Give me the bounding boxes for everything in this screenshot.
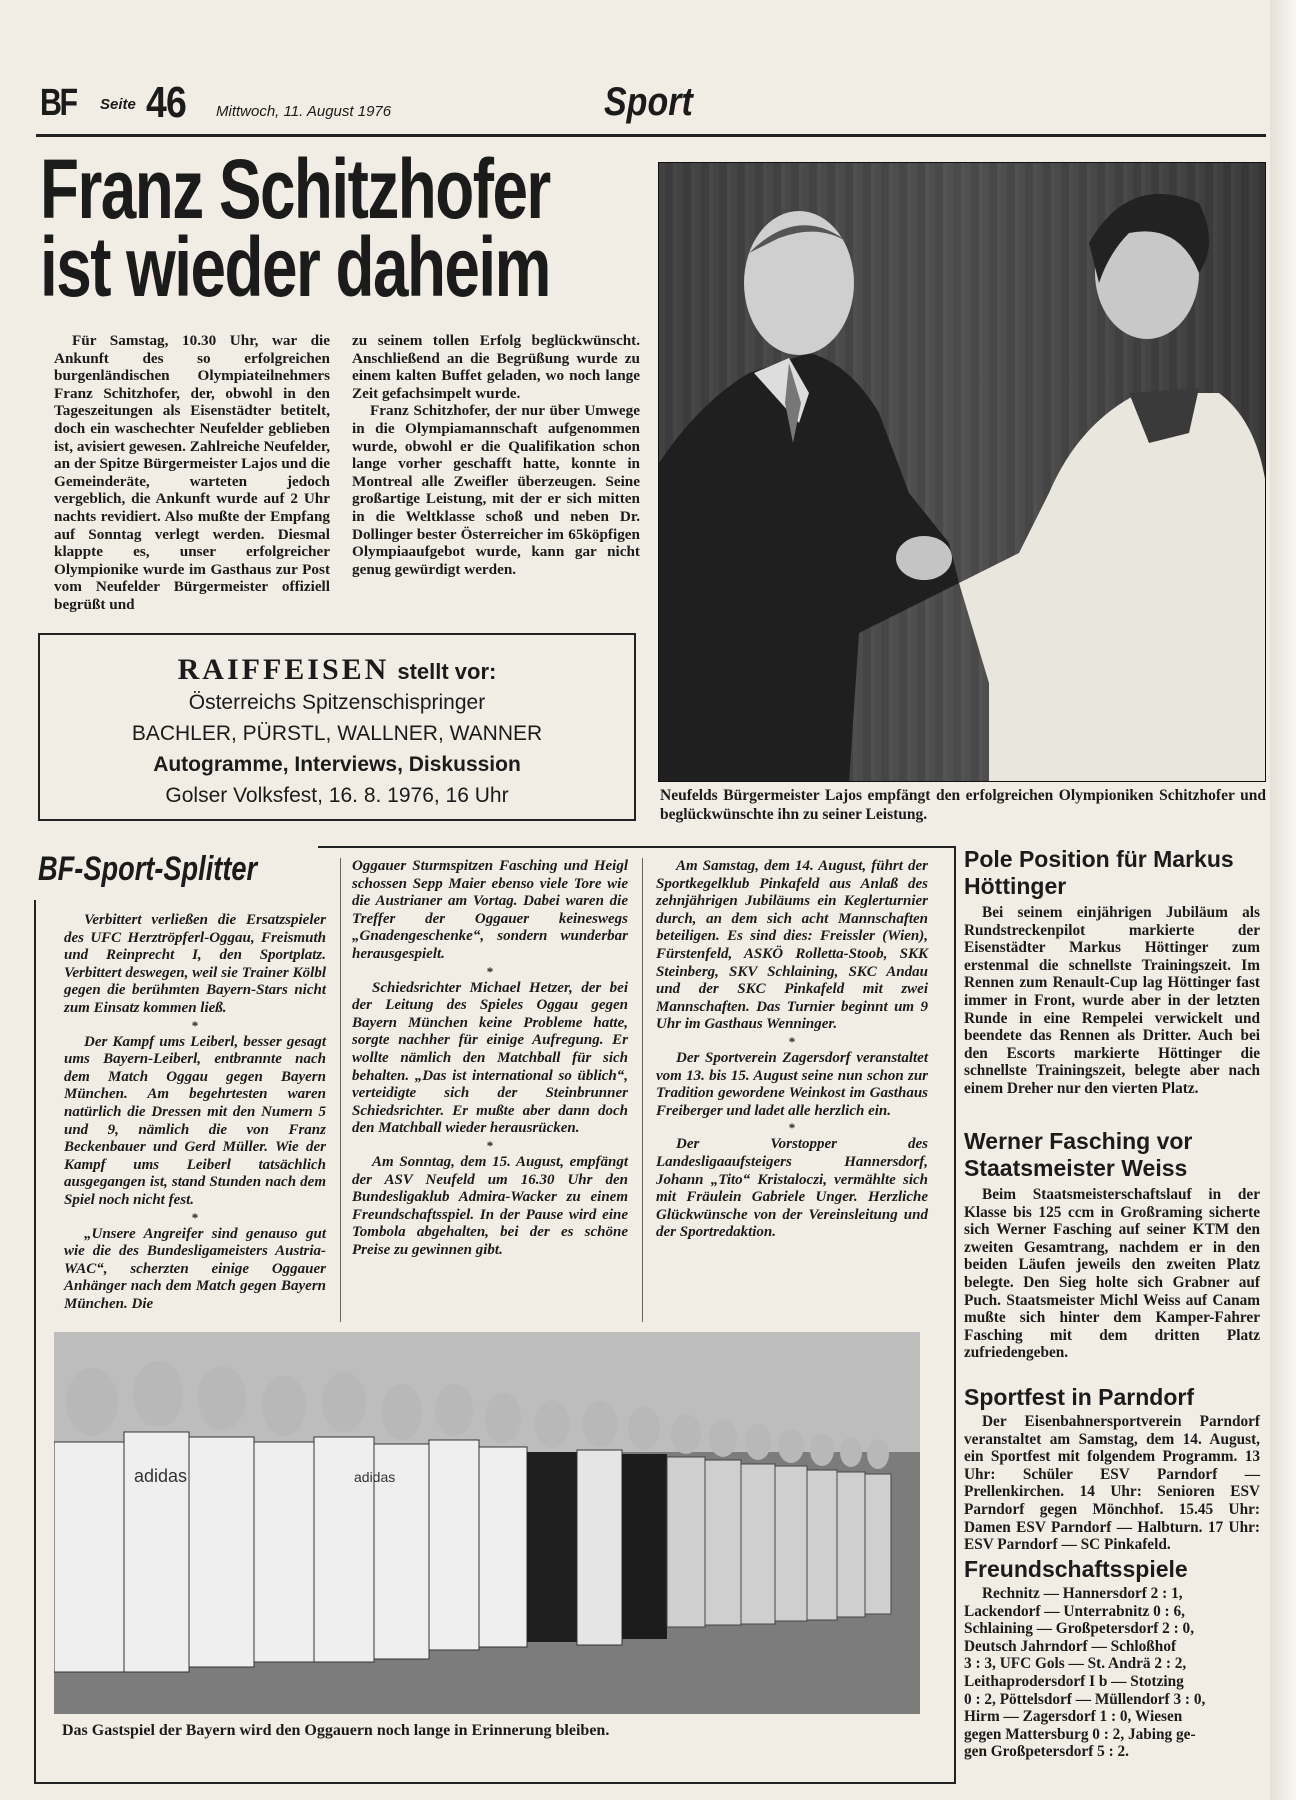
handshake-photo-caption: Neufelds Bürgermeister Lajos empfängt den erfolgreichen Olympioniken Schitzhofer und beglückwünschte ihn zu seiner Leistung. [660, 787, 1266, 823]
splitter-item: Der Sportverein Zagersdorf veranstaltet vom 13. bis 15. August seine nun schon zur Tradition gewordene Weinkost im Gasthaus Freiberger und ladet alle herzlich ein. [656, 1049, 928, 1119]
masthead-logo: BF [40, 82, 76, 124]
raiffeisen-ad [38, 633, 636, 821]
lead-headline [40, 142, 550, 314]
splitter-box-left-rule [34, 900, 36, 1784]
result-row: Leithaprodersdorf I b — Stotzing [964, 1672, 1184, 1690]
headline-line-2: ist wieder daheim [40, 220, 550, 314]
result-row: gen Großpetersdorf 5 : 2. [964, 1743, 1129, 1761]
separator-star: * [788, 1033, 796, 1049]
separator-star: * [191, 1017, 199, 1033]
jersey-text: adidas [354, 1469, 396, 1485]
handshake-photo-drawing [659, 163, 1266, 782]
page-edge [1270, 0, 1296, 1800]
result-row: 0 : 2, Pöttelsdorf — Müllendorf 3 : 0, [964, 1690, 1206, 1708]
masthead-rule [36, 134, 1266, 137]
jersey-text: adidas [134, 1466, 188, 1486]
article-text: Bei seinem einjährigen Jubiläum als Rundstreckenpilot markierte der Eisenstädter Markus Höttinger zum erstenmal die schnellste Trainingszeit. Im Rennen zum Renault-Cup lag Höttinger fast immer in Front, wurde aber in der letzten Runde in eine Rempelei verwickelt und beendete das Rennen als Dritter. Auch bei den Escorts markierte Höttinger die schnellste Trainingszeit, belegte aber nach einem Dreher nur den vierten Platz. [964, 904, 1260, 1097]
separator-star: * [486, 1137, 494, 1153]
splitter-item: Oggauer Sturmspitzen Fasching und Heigl schossen Sepp Maier ebenso viele Tore wie die Austrianer am Vortag. Dabei waren die Treffer der Oggauer keineswegs „Gnadengeschenke“, sondern wunderbar herausgespielt. [352, 858, 628, 962]
article-heading: Pole Position für Markus Höttinger [964, 846, 1234, 899]
separator-star: * [486, 963, 494, 979]
ad-stellt-vor: stellt vor: [397, 659, 497, 684]
splitter-item: Der Vorstopper des Landesligaaufsteigers Hannersdorf, Johann „Tito“ Kristaloczi, vermählte sich mit Fräulein Gabriele Unger. Herzliche Glückwünsche von der Vereinsleitung und der Sportredaktion. [656, 1136, 928, 1241]
article-heading: Werner Fasching vor Staatsmeister Weiss [964, 1128, 1193, 1181]
article-text: Der Eisenbahnersportverein Parndorf veranstaltet am Samstag, dem 14. August, ein Sportfest mit folgendem Programm. 13 Uhr: Schüler ESV Parndorf — Prellenkirchen. 14 Uhr: Senioren ESV Parndorf gegen Mönchhof. 15.45 Uhr: Damen ESV Parndorf — Halbturn. 17 Uhr: ESV Parndorf — SC Pinkafeld. [964, 1413, 1260, 1554]
article-fasching [964, 1128, 1260, 1362]
headline-line-1: Franz Schitzhofer [40, 142, 550, 236]
splitter-column-1 [64, 912, 326, 1313]
article-parndorf [964, 1384, 1260, 1554]
ad-line-2: Österreichs Spitzenschispringer [188, 691, 486, 714]
splitter-title: BF-Sport-Splitter [38, 850, 258, 888]
results-list [964, 1585, 1260, 1761]
ad-line-5: Golser Volksfest, 16. 8. 1976, 16 Uhr [165, 784, 509, 807]
article-hoettinger [964, 846, 1260, 1098]
result-row: gegen Mattersburg 0 : 2, Jabing ge- [964, 1725, 1196, 1743]
splitter-item: Der Kampf ums Leiberl, besser gesagt ums Bayern-Leiberl, entbrannte nach dem Match Oggau gegen Bayern München. Am begehrtesten waren natürlich die Dressen mit den Numern 5 und 9, nämlich die von Franz Beckenbauer und Gerd Müller. Wie der Kampf ums Leiberl tatsächlich ausgegangen ist, stand Stunden nach dem Spiel noch nicht fest. [64, 1033, 326, 1208]
separator-star: * [788, 1120, 796, 1136]
article-text: Beim Staatsmeisterschaftslauf in der Klasse bis 125 ccm in Großraming sicherte sich Werner Fasching auf seiner KTM den zweiten Gesamtrang, nachdem er in den beiden Läufen jeweils den zweiten Platz belegte. Den Sieg holte sich Grabner auf Puch. Staatsmeister Michl Weiss auf Canam mußte sich hinter dem Kamper-Fahrer Fasching mit dem dritten Platz zufriedengeben. [964, 1186, 1260, 1362]
result-row: Lackendorf — Unterrabnitz 0 : 6, [964, 1602, 1185, 1620]
lead-paragraph: Für Samstag, 10.30 Uhr, war die Ankunft des so erfolgreichen burgenländischen Olympiateilnehmers Franz Schitzhofer, der, obwohl in den Tageszeitungen als Eisenstädter betitelt, doch ein waschechter Neufelder geblieben ist, avisiert gewesen. Zahlreiche Neufelder, an der Spitze Bürgermeister Lajos und die Gemeinderäte, warteten jedoch vergeblich, die Ankunft wurde auf 2 Uhr nachts revidiert. Also mußte der Empfang auf Sonntag verlegt werden. Diesmal klappte es, unser erfolgreicher Olympionike wurde im Gasthaus zur Post vom Neufelder Bürgermeister offiziell begrüßt und [54, 332, 330, 613]
result-row: Schlaining — Großpetersdorf 2 : 0, [964, 1620, 1195, 1638]
splitter-item: Am Sonntag, dem 15. August, empfängt der ASV Neufeld um 16.30 Uhr den Bundesligaklub Admira-Wacker zu einem Freundschaftsspiel. In der Pause wird eine Tombola abgehalten, bei der es schöne Preise zu gewinnen gibt. [352, 1153, 628, 1258]
team-lineup-photo [54, 1332, 920, 1714]
splitter-column-2 [352, 858, 628, 1259]
splitter-item: „Unsere Angreifer sind genauso gut wie die des Bundesligameisters Austria-WAC“, scherzten einige Oggauer Anhänger nach dem Match gegen Bayern München. Die [64, 1225, 326, 1312]
masthead-page-number: 46 [146, 78, 186, 127]
splitter-column-rule [340, 858, 341, 1322]
result-row: Rechnitz — Hannersdorf 2 : 1, [982, 1585, 1183, 1602]
splitter-item: Am Samstag, dem 14. August, führt der Sportkegelklub Pinkafeld aus Anlaß des zehnjährigen Jubiläums ein Keglerturnier durch, an dem sich acht Mannschaften beteiligen. Es sind dies: Freissler (Wien), Fürstenfeld, ASKÖ Rolletta-Stoob, SKK Steinberg, SKV Schlaining, SKC Andau und der SKC Pinkafeld mit zwei Mannschaften. Das Turnier beginnt um 9 Uhr im Gasthaus Wenninger. [656, 858, 928, 1033]
splitter-item: Verbittert verließen die Ersatzspieler des UFC Herztröpferl-Oggau, Freismuth und Reinprecht I, den Sportplatz. Verbittert deswegen, weil sie Trainer Kölbl gegen die berühmten Bayern-Stars nicht zum Einsatz kommen ließ. [64, 912, 326, 1016]
ad-brand: RAIFFEISEN [177, 653, 390, 686]
article-heading: Freundschaftsspiele [964, 1556, 1188, 1582]
masthead-section: Sport [604, 80, 693, 124]
team-photo-caption: Das Gastspiel der Bayern wird den Oggauern noch lange in Erinnerung bleiben. [62, 1722, 610, 1739]
ad-line-3: BACHLER, PÜRSTL, WALLNER, WANNER [131, 722, 543, 745]
handshake-photo [658, 162, 1266, 782]
lead-column-1 [54, 332, 330, 614]
article-heading: Sportfest in Parndorf [964, 1384, 1195, 1410]
splitter-column-rule [642, 858, 643, 1322]
lead-paragraph: Franz Schitzhofer, der nur über Umwege in die Olympiamannschaft aufgenommen wurde, obwohl er die Qualifikation schon lange vorher geschafft hatte, konnte in Montreal alle Zweifler überzeugen. Seine großartige Leistung, mit der er sich mitten in die Weltklasse schoß und neben Dr. Dollinger bester Österreicher im 65köpfigen Olympiaaufgebot wurde, kann gar nicht genug gewürdigt werden. [352, 402, 640, 578]
splitter-item: Schiedsrichter Michael Hetzer, der bei der Leitung des Spieles Oggau gegen Bayern München keine Probleme hatte, sorgte nachher für einige Aufregung. Er wollte nämlich den Matchball für sich behalten. „Das ist international so üblich“, verteidigte sich der Steinbrunner Schiedsrichter. Er mußte aber dann doch den Matchball wieder herausrücken. [352, 979, 628, 1137]
lead-paragraph: zu seinem tollen Erfolg beglückwünscht. Anschließend an die Begrüßung wurde zu einem kalten Buffet geladen, wo noch lange Zeit gefachsimpelt wurde. [352, 332, 640, 402]
article-freundschaftsspiele [964, 1556, 1260, 1761]
team-lineup-drawing [54, 1332, 920, 1714]
result-row: 3 : 3, UFC Gols — St. Andrä 2 : 2, [964, 1655, 1187, 1673]
splitter-column-3 [656, 858, 928, 1242]
ad-line-4: Autogramme, Interviews, Diskussion [153, 753, 521, 776]
result-row: Hirm — Zagersdorf 1 : 0, Wiesen [964, 1708, 1183, 1726]
masthead-seite-label: Seite [100, 96, 136, 113]
result-row: Deutsch Jahrndorf — Schloßhof [964, 1637, 1177, 1655]
masthead-date: Mittwoch, 11. August 1976 [216, 103, 392, 120]
separator-star: * [191, 1209, 199, 1225]
lead-column-2 [352, 332, 640, 578]
